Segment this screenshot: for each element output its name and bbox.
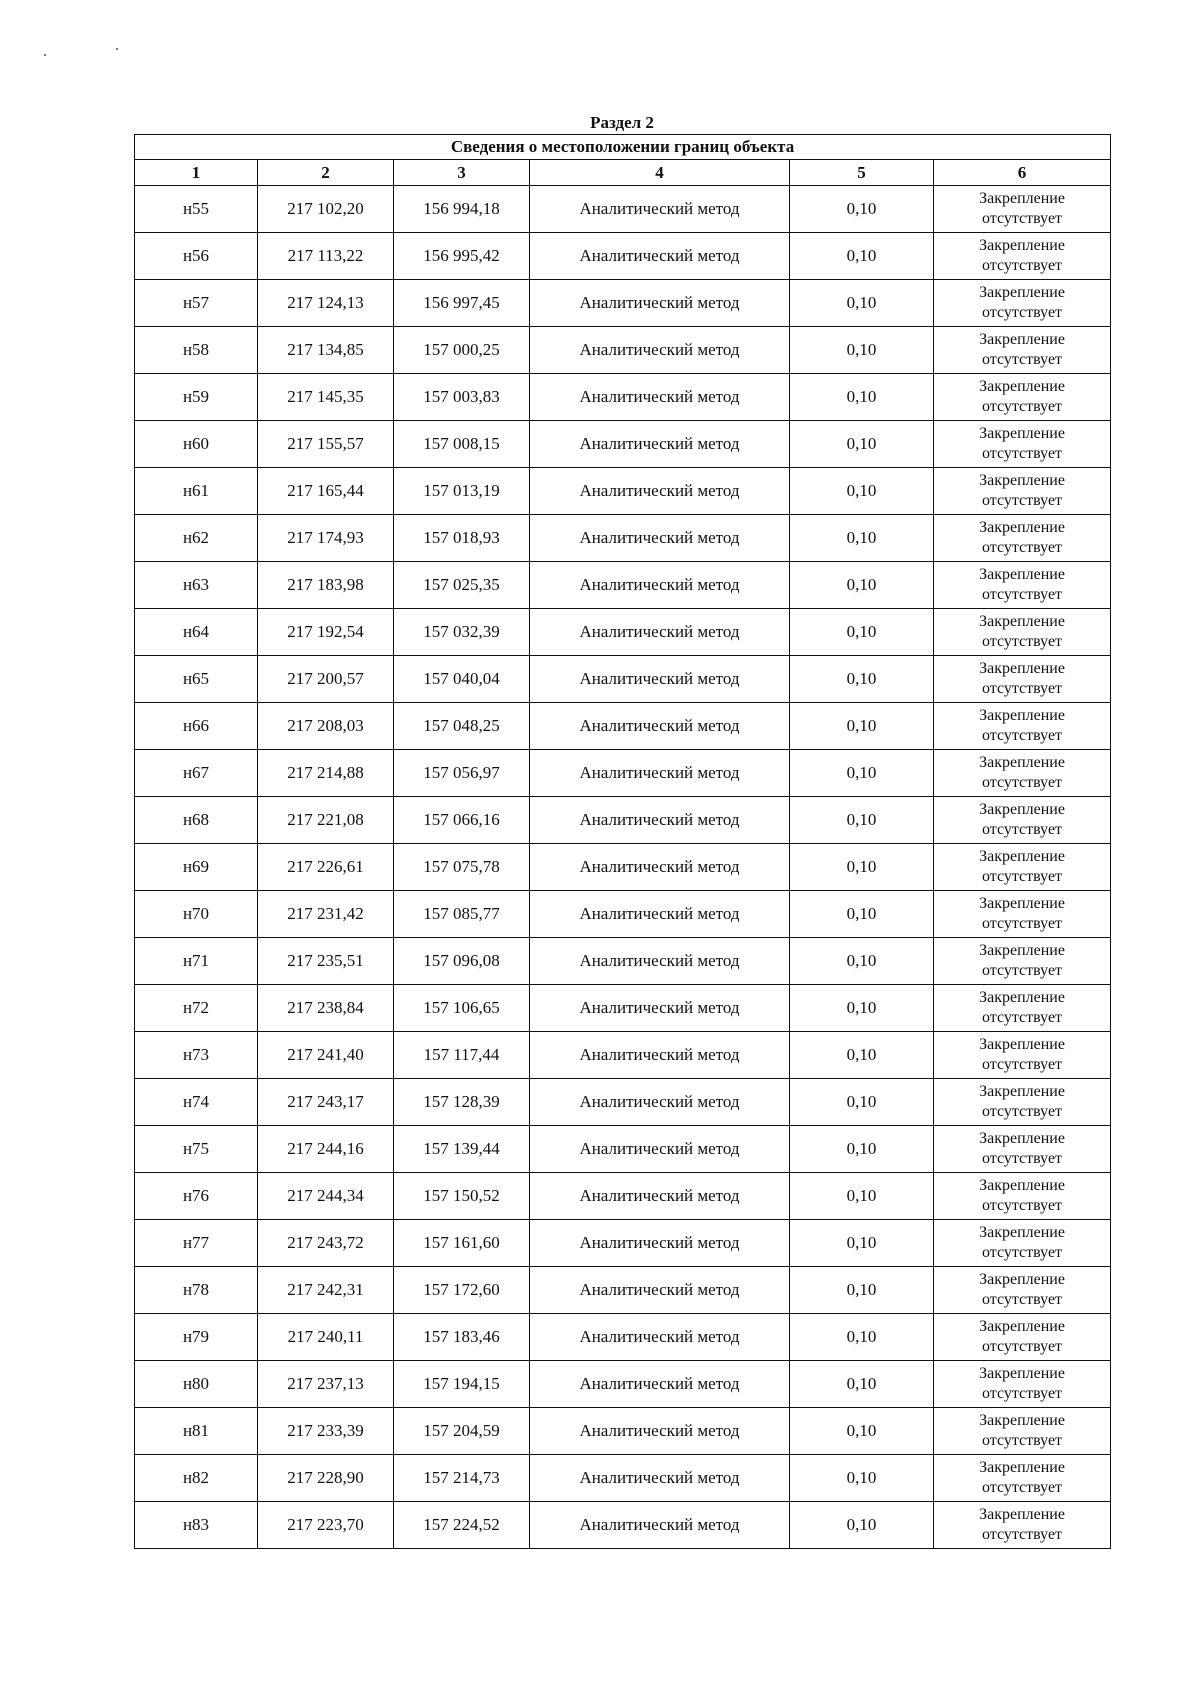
accuracy-cell: 0,10 [790,750,934,797]
fixation-cell [934,562,1111,609]
point-name-cell: н73 [135,1032,258,1079]
point-name-cell: н65 [135,656,258,703]
fixation-line-1: Закрепление [979,660,1065,677]
fixation-line-2: отсутствует [982,539,1063,556]
fixation-line-2: отсутствует [982,445,1063,462]
table-row [135,1173,1111,1220]
x-coordinate-cell: 217 242,31 [258,1267,394,1314]
method-cell: Аналитический метод [530,1455,790,1502]
accuracy-cell: 0,10 [790,985,934,1032]
accuracy-cell: 0,10 [790,609,934,656]
fixation-cell [934,233,1111,280]
point-name-cell: н70 [135,891,258,938]
point-name-cell: н63 [135,562,258,609]
fixation-line-2: отсутствует [982,868,1063,885]
fixation-line-2: отсутствует [982,1056,1063,1073]
point-name-cell: н59 [135,374,258,421]
y-coordinate-cell: 156 994,18 [394,186,530,233]
point-name-cell: н78 [135,1267,258,1314]
method-cell: Аналитический метод [530,280,790,327]
table-row [135,1408,1111,1455]
fixation-cell [934,938,1111,985]
fixation-line-1: Закрепление [979,1412,1065,1429]
y-coordinate-cell: 157 048,25 [394,703,530,750]
table-row [135,1079,1111,1126]
fixation-line-1: Закрепление [979,1224,1065,1241]
x-coordinate-cell: 217 165,44 [258,468,394,515]
fixation-line-2: отсутствует [982,1244,1063,1261]
table-row [135,327,1111,374]
fixation-line-2: отсутствует [982,257,1063,274]
y-coordinate-cell: 157 018,93 [394,515,530,562]
column-number: 1 [135,160,258,186]
accuracy-cell: 0,10 [790,1173,934,1220]
x-coordinate-cell: 217 228,90 [258,1455,394,1502]
fixation-cell [934,797,1111,844]
table-row [135,985,1111,1032]
fixation-cell [934,750,1111,797]
point-name-cell: н57 [135,280,258,327]
accuracy-cell: 0,10 [790,186,934,233]
table-row [135,1502,1111,1549]
y-coordinate-cell: 157 000,25 [394,327,530,374]
point-name-cell: н80 [135,1361,258,1408]
fixation-cell [934,891,1111,938]
x-coordinate-cell: 217 102,20 [258,186,394,233]
point-name-cell: н71 [135,938,258,985]
method-cell: Аналитический метод [530,421,790,468]
accuracy-cell: 0,10 [790,468,934,515]
y-coordinate-cell: 157 085,77 [394,891,530,938]
fixation-line-1: Закрепление [979,848,1065,865]
x-coordinate-cell: 217 233,39 [258,1408,394,1455]
fixation-line-2: отсутствует [982,633,1063,650]
y-coordinate-cell: 157 183,46 [394,1314,530,1361]
fixation-cell [934,609,1111,656]
point-name-cell: н77 [135,1220,258,1267]
fixation-line-2: отсутствует [982,1009,1063,1026]
accuracy-cell: 0,10 [790,562,934,609]
fixation-cell [934,656,1111,703]
fixation-cell [934,1079,1111,1126]
y-coordinate-cell: 157 139,44 [394,1126,530,1173]
point-name-cell: н82 [135,1455,258,1502]
table-row [135,703,1111,750]
x-coordinate-cell: 217 183,98 [258,562,394,609]
method-cell: Аналитический метод [530,1032,790,1079]
table-row [135,1220,1111,1267]
fixation-line-2: отсутствует [982,774,1063,791]
x-coordinate-cell: 217 124,13 [258,280,394,327]
fixation-line-2: отсутствует [982,821,1063,838]
method-cell: Аналитический метод [530,656,790,703]
fixation-cell [934,1173,1111,1220]
accuracy-cell: 0,10 [790,374,934,421]
fixation-line-2: отсутствует [982,1479,1063,1496]
accuracy-cell: 0,10 [790,1408,934,1455]
table-row [135,374,1111,421]
x-coordinate-cell: 217 113,22 [258,233,394,280]
y-coordinate-cell: 157 025,35 [394,562,530,609]
method-cell: Аналитический метод [530,233,790,280]
x-coordinate-cell: 217 235,51 [258,938,394,985]
x-coordinate-cell: 217 241,40 [258,1032,394,1079]
y-coordinate-cell: 157 032,39 [394,609,530,656]
fixation-line-1: Закрепление [979,1459,1065,1476]
fixation-line-2: отсутствует [982,1291,1063,1308]
fixation-cell [934,515,1111,562]
fixation-line-2: отсутствует [982,1432,1063,1449]
point-name-cell: н64 [135,609,258,656]
table-caption: Сведения о местоположении границ объекта [135,135,1111,160]
scan-speck [44,54,46,56]
y-coordinate-cell: 157 003,83 [394,374,530,421]
fixation-line-2: отсутствует [982,1338,1063,1355]
point-name-cell: н69 [135,844,258,891]
column-number: 3 [394,160,530,186]
point-name-cell: н76 [135,1173,258,1220]
point-name-cell: н56 [135,233,258,280]
fixation-line-2: отсутствует [982,727,1063,744]
y-coordinate-cell: 157 013,19 [394,468,530,515]
y-coordinate-cell: 157 008,15 [394,421,530,468]
fixation-cell [934,1267,1111,1314]
y-coordinate-cell: 156 997,45 [394,280,530,327]
fixation-line-1: Закрепление [979,1177,1065,1194]
point-name-cell: н74 [135,1079,258,1126]
y-coordinate-cell: 157 128,39 [394,1079,530,1126]
x-coordinate-cell: 217 134,85 [258,327,394,374]
point-name-cell: н83 [135,1502,258,1549]
point-name-cell: н66 [135,703,258,750]
fixation-cell [934,374,1111,421]
table-row [135,656,1111,703]
fixation-cell [934,1455,1111,1502]
point-name-cell: н67 [135,750,258,797]
method-cell: Аналитический метод [530,186,790,233]
fixation-line-1: Закрепление [979,378,1065,395]
accuracy-cell: 0,10 [790,233,934,280]
x-coordinate-cell: 217 155,57 [258,421,394,468]
method-cell: Аналитический метод [530,1126,790,1173]
y-coordinate-cell: 157 117,44 [394,1032,530,1079]
table-row [135,797,1111,844]
accuracy-cell: 0,10 [790,280,934,327]
table-row [135,891,1111,938]
fixation-line-1: Закрепление [979,566,1065,583]
fixation-cell [934,1408,1111,1455]
fixation-line-2: отсутствует [982,1197,1063,1214]
table-row [135,468,1111,515]
fixation-cell [934,985,1111,1032]
point-name-cell: н61 [135,468,258,515]
fixation-line-1: Закрепление [979,1318,1065,1335]
x-coordinate-cell: 217 226,61 [258,844,394,891]
caption-row [135,135,1111,160]
fixation-line-2: отсутствует [982,680,1063,697]
table-row [135,1314,1111,1361]
table-row [135,186,1111,233]
table-row [135,421,1111,468]
column-number: 2 [258,160,394,186]
point-name-cell: н72 [135,985,258,1032]
accuracy-cell: 0,10 [790,1361,934,1408]
x-coordinate-cell: 217 208,03 [258,703,394,750]
table-row [135,938,1111,985]
table-row [135,562,1111,609]
method-cell: Аналитический метод [530,1361,790,1408]
fixation-line-2: отсутствует [982,962,1063,979]
table-row [135,233,1111,280]
method-cell: Аналитический метод [530,797,790,844]
boundary-table-wrap [134,134,1110,1549]
y-coordinate-cell: 157 214,73 [394,1455,530,1502]
table-row [135,609,1111,656]
fixation-cell [934,186,1111,233]
point-name-cell: н62 [135,515,258,562]
fixation-line-2: отсутствует [982,1385,1063,1402]
y-coordinate-cell: 157 150,52 [394,1173,530,1220]
y-coordinate-cell: 157 194,15 [394,1361,530,1408]
fixation-line-2: отсутствует [982,304,1063,321]
table-row [135,515,1111,562]
x-coordinate-cell: 217 221,08 [258,797,394,844]
fixation-line-2: отсутствует [982,351,1063,368]
table-row [135,1267,1111,1314]
fixation-cell [934,1126,1111,1173]
column-number: 5 [790,160,934,186]
table-row [135,1455,1111,1502]
fixation-line-1: Закрепление [979,237,1065,254]
fixation-line-1: Закрепление [979,472,1065,489]
fixation-line-2: отсутствует [982,210,1063,227]
accuracy-cell: 0,10 [790,1032,934,1079]
x-coordinate-cell: 217 223,70 [258,1502,394,1549]
fixation-cell [934,327,1111,374]
fixation-line-2: отсутствует [982,492,1063,509]
method-cell: Аналитический метод [530,750,790,797]
y-coordinate-cell: 157 106,65 [394,985,530,1032]
method-cell: Аналитический метод [530,468,790,515]
fixation-line-2: отсутствует [982,398,1063,415]
accuracy-cell: 0,10 [790,327,934,374]
fixation-line-2: отсутствует [982,586,1063,603]
method-cell: Аналитический метод [530,1173,790,1220]
method-cell: Аналитический метод [530,985,790,1032]
fixation-line-1: Закрепление [979,1130,1065,1147]
y-coordinate-cell: 157 172,60 [394,1267,530,1314]
fixation-cell [934,703,1111,750]
accuracy-cell: 0,10 [790,656,934,703]
fixation-line-2: отсутствует [982,1103,1063,1120]
x-coordinate-cell: 217 192,54 [258,609,394,656]
method-cell: Аналитический метод [530,1502,790,1549]
point-name-cell: н79 [135,1314,258,1361]
table-body [135,186,1111,1549]
fixation-line-1: Закрепление [979,1365,1065,1382]
x-coordinate-cell: 217 244,16 [258,1126,394,1173]
x-coordinate-cell: 217 244,34 [258,1173,394,1220]
x-coordinate-cell: 217 174,93 [258,515,394,562]
fixation-cell [934,468,1111,515]
accuracy-cell: 0,10 [790,1079,934,1126]
method-cell: Аналитический метод [530,1408,790,1455]
x-coordinate-cell: 217 200,57 [258,656,394,703]
fixation-line-1: Закрепление [979,425,1065,442]
fixation-line-1: Закрепление [979,895,1065,912]
fixation-line-1: Закрепление [979,1036,1065,1053]
method-cell: Аналитический метод [530,703,790,750]
section-title: Раздел 2 [590,113,654,132]
fixation-line-1: Закрепление [979,754,1065,771]
y-coordinate-cell: 157 224,52 [394,1502,530,1549]
accuracy-cell: 0,10 [790,515,934,562]
x-coordinate-cell: 217 238,84 [258,985,394,1032]
fixation-line-1: Закрепление [979,801,1065,818]
column-number: 4 [530,160,790,186]
fixation-line-2: отсутствует [982,1526,1063,1543]
accuracy-cell: 0,10 [790,891,934,938]
fixation-line-1: Закрепление [979,190,1065,207]
method-cell: Аналитический метод [530,562,790,609]
x-coordinate-cell: 217 243,72 [258,1220,394,1267]
point-name-cell: н81 [135,1408,258,1455]
fixation-line-1: Закрепление [979,1083,1065,1100]
fixation-cell [934,844,1111,891]
accuracy-cell: 0,10 [790,797,934,844]
y-coordinate-cell: 157 096,08 [394,938,530,985]
x-coordinate-cell: 217 214,88 [258,750,394,797]
x-coordinate-cell: 217 231,42 [258,891,394,938]
fixation-cell [934,1361,1111,1408]
fixation-cell [934,1220,1111,1267]
accuracy-cell: 0,10 [790,1267,934,1314]
y-coordinate-cell: 157 161,60 [394,1220,530,1267]
fixation-cell [934,1314,1111,1361]
fixation-line-1: Закрепление [979,284,1065,301]
table-row [135,280,1111,327]
scan-speck [116,48,118,50]
accuracy-cell: 0,10 [790,1455,934,1502]
method-cell: Аналитический метод [530,327,790,374]
accuracy-cell: 0,10 [790,421,934,468]
accuracy-cell: 0,10 [790,703,934,750]
x-coordinate-cell: 217 243,17 [258,1079,394,1126]
fixation-line-1: Закрепление [979,519,1065,536]
y-coordinate-cell: 157 066,16 [394,797,530,844]
method-cell: Аналитический метод [530,374,790,421]
method-cell: Аналитический метод [530,609,790,656]
x-coordinate-cell: 217 145,35 [258,374,394,421]
y-coordinate-cell: 157 075,78 [394,844,530,891]
accuracy-cell: 0,10 [790,1220,934,1267]
fixation-line-1: Закрепление [979,942,1065,959]
fixation-line-2: отсутствует [982,1150,1063,1167]
accuracy-cell: 0,10 [790,844,934,891]
method-cell: Аналитический метод [530,1267,790,1314]
y-coordinate-cell: 156 995,42 [394,233,530,280]
y-coordinate-cell: 157 204,59 [394,1408,530,1455]
boundary-coordinates-table [134,134,1111,1549]
method-cell: Аналитический метод [530,515,790,562]
method-cell: Аналитический метод [530,1079,790,1126]
accuracy-cell: 0,10 [790,1314,934,1361]
fixation-cell [934,280,1111,327]
point-name-cell: н55 [135,186,258,233]
point-name-cell: н75 [135,1126,258,1173]
fixation-line-1: Закрепление [979,1271,1065,1288]
x-coordinate-cell: 217 237,13 [258,1361,394,1408]
fixation-cell [934,1502,1111,1549]
column-number: 6 [934,160,1111,186]
fixation-line-2: отсутствует [982,915,1063,932]
fixation-line-1: Закрепление [979,613,1065,630]
y-coordinate-cell: 157 040,04 [394,656,530,703]
accuracy-cell: 0,10 [790,1502,934,1549]
table-row [135,844,1111,891]
table-row [135,1126,1111,1173]
method-cell: Аналитический метод [530,938,790,985]
accuracy-cell: 0,10 [790,1126,934,1173]
method-cell: Аналитический метод [530,844,790,891]
point-name-cell: н60 [135,421,258,468]
fixation-line-1: Закрепление [979,331,1065,348]
fixation-line-1: Закрепление [979,989,1065,1006]
table-row [135,1032,1111,1079]
column-number-row [135,160,1111,186]
method-cell: Аналитический метод [530,1220,790,1267]
method-cell: Аналитический метод [530,1314,790,1361]
point-name-cell: н58 [135,327,258,374]
accuracy-cell: 0,10 [790,938,934,985]
method-cell: Аналитический метод [530,891,790,938]
point-name-cell: н68 [135,797,258,844]
x-coordinate-cell: 217 240,11 [258,1314,394,1361]
table-row [135,750,1111,797]
table-row [135,1361,1111,1408]
fixation-line-1: Закрепление [979,707,1065,724]
fixation-cell [934,1032,1111,1079]
fixation-cell [934,421,1111,468]
fixation-line-1: Закрепление [979,1506,1065,1523]
y-coordinate-cell: 157 056,97 [394,750,530,797]
